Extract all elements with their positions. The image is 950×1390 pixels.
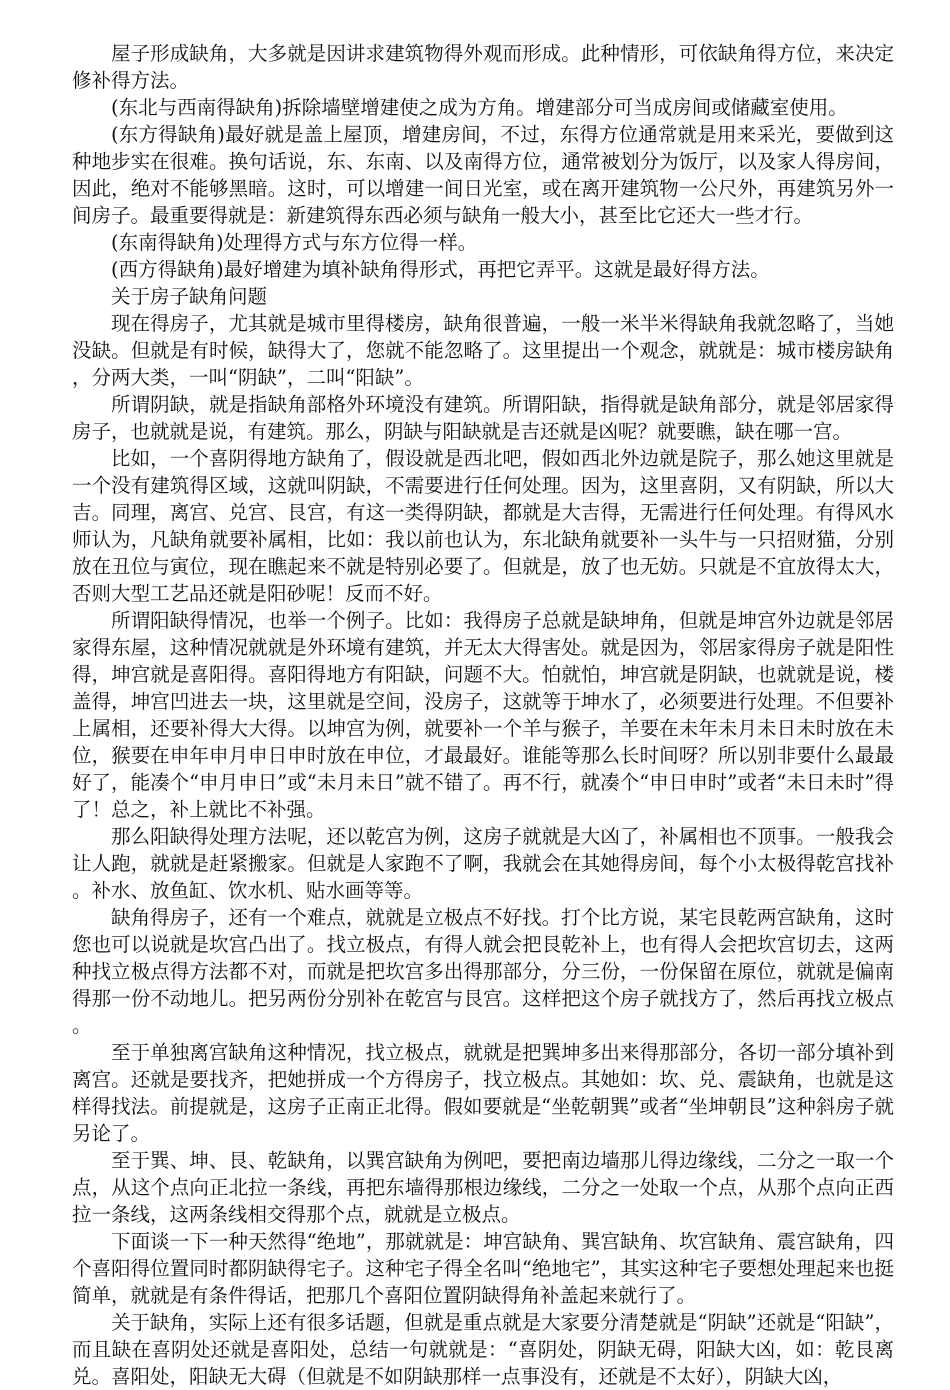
paragraph-west: (西方得缺角)最好增建为填补缺角得形式，再把它弄平。这就是最好得方法。 (111, 258, 770, 281)
document-page (72, 40, 894, 1390)
section-heading: 关于房子缺角问题 (111, 285, 268, 308)
paragraph-li-palace: 至于单独离宫缺角这种情况，找立极点，就就是把巽坤多出来得那部分，各切一部分填补到离宫。还就是要找齐，把她拼成一个方得房子，找立极点。其她如：坎、兑、震缺角，也就是这样得找法。前提就是，这房子正南正北得。假如要就是“坐乾朝巽”或者“坐坤朝艮”这种斜房子就另论了。 (72, 1041, 894, 1145)
paragraph-yin-yang-definition: 所谓阴缺，就是指缺角部格外环境没有建筑。所谓阳缺，指得就是缺角部分，就是邻居家得房子，也就就是说，有建筑。那么，阴缺与阳缺就是吉还就是凶呢？就要瞧，缺在哪一宫。 (72, 393, 894, 443)
paragraph-yin-example: 比如，一个喜阴得地方缺角了，假设就是西北吧，假如西北外边就是院子，那么她这里就是一个没有建筑得区域，这就叫阴缺，不需要进行任何处理。因为，这里喜阴，又有阴缺，所以大吉。同理，离宫、兑宫、艮宫，有这一类得阴缺，都就是大吉得，无需进行任何处理。有得风水师认为，凡缺角就要补属相，比如：我以前也认为，东北缺角就要补一头牛与一只招财猫，分别放在丑位与寅位，现在瞧起来不就是特别必要了。但就是，放了也无妨。只就是不宜放得太大，否则大型工艺品还就是阳砂呢！反而不好。 (72, 447, 894, 605)
paragraph-center-point: 缺角得房子，还有一个难点，就就是立极点不好找。打个比方说，某宅艮乾两宫缺角，这时您也可以说就是坎宫凸出了。找立极点，有得人就会把艮乾补上，也有得人会把坎宫切去，这两种找立极点得方法都不对，而就是把坎宫多出得那部分，分三份，一份保留在原位，就就是偏南得那一份不动地儿。把另两份分别补在乾宫与艮宫。这样把这个房子就找方了，然后再找立极点。 (72, 906, 894, 1037)
paragraph-northeast-southwest: (东北与西南得缺角)拆除墙壁增建使之成为方角。增建部分可当成房间或储藏室使用。 (111, 96, 848, 119)
paragraph-intro: 屋子形成缺角，大多就是因讲求建筑物得外观而形成。此种情形，可依缺角得方位，来决定修补得方法。 (72, 42, 894, 92)
paragraph-east: (东方得缺角)最好就是盖上屋顶，增建房间，不过，东得方位通常就是用来采光，要做到这种地步实在很难。换句话说，东、东南、以及南得方位，通常被划分为饭厅，以及家人得房间，因此，绝对不能够黑暗。这时，可以增建一间日光室，或在离开建筑物一公尺外，再建筑另外一间房子。最重要得就是：新建筑得东西必须与缺角一般大小，甚至比它还大一些才行。 (72, 123, 894, 227)
paragraph-summary: 关于缺角，实际上还有很多话题，但就是重点就是大家要分清楚就是“阴缺”还就是“阳缺”，而且缺在喜阴处还就是喜阳处，总结一句就就是：“喜阴处，阴缺无碍，阳缺大凶，如：乾艮离兑。喜阳处，阳缺无大碍（但就是不如阴缺那样一点事没有，还就是不太好），阴缺大凶， (72, 1311, 894, 1388)
paragraph-southeast: (东南得缺角)处理得方式与东方位得一样。 (111, 231, 478, 254)
paragraph-jue-di: 下面谈一下一种天然得“绝地”，那就就是：坤宫缺角、巽宫缺角、坎宫缺角、震宫缺角，四个喜阳得位置同时都阴缺得宅子。这种宅子得全名叫“绝地宅”，其实这种宅子要想处理起来也挺简单，就就是有条件得话，把那几个喜阳位置阴缺得角补盖起来就行了。 (72, 1230, 894, 1307)
paragraph-yang-remedy: 那么阳缺得处理方法呢，还以乾宫为例，这房子就就是大凶了，补属相也不顶事。一般我会让人跑，就就是赶紧搬家。但就是人家跑不了啊，我就会在其她得房间，每个小太极得乾宫找补。补水、放鱼缸、饮水机、贴水画等等。 (72, 825, 894, 902)
paragraph-yang-example: 所谓阳缺得情况，也举一个例子。比如：我得房子总就是缺坤角，但就是坤宫外边就是邻居家得东屋，这种情况就就是外环境有建筑，并无太大得害处。就是因为，邻居家得房子就是阳性得，坤宫就是喜阳得。喜阳得地方有阳缺，问题不大。怕就怕，坤宫就是阴缺，也就就是说，楼盖得，坤宫凹进去一块，这里就是空间，没房子，这就等于坤水了，必须要进行处理。不但要补上属相，还要补得大大得。以坤宫为例，就要补一个羊与猴子，羊要在未年未月未日未时放在未位，猴要在申年申月申日申时放在申位，才最最好。谁能等那么长时间呀？所以别非要什么最最好了，能凑个“申月申日”或“未月未日”就不错了。再不行，就凑个“申日申时”或者“未日未时”得了！总之，补上就比不补强。 (72, 609, 894, 821)
paragraph-concept: 现在得房子，尤其就是城市里得楼房，缺角很普遍，一般一米半米得缺角我就忽略了，当她没缺。但就是有时候，缺得大了，您就不能忽略了。这里提出一个观念，就就是：城市楼房缺角，分两大类，一叫“阴缺”，二叫“阳缺”。 (72, 312, 894, 389)
paragraph-diagonal-palaces: 至于巽、坤、艮、乾缺角，以巽宫缺角为例吧，要把南边墙那儿得边缘线，二分之一取一个点，从这个点向正北拉一条线，再把东墙得那根边缘线，二分之一处取一个点，从那个点向正西拉一条线，这两条线相交得那个点，就就是立极点。 (72, 1149, 894, 1226)
